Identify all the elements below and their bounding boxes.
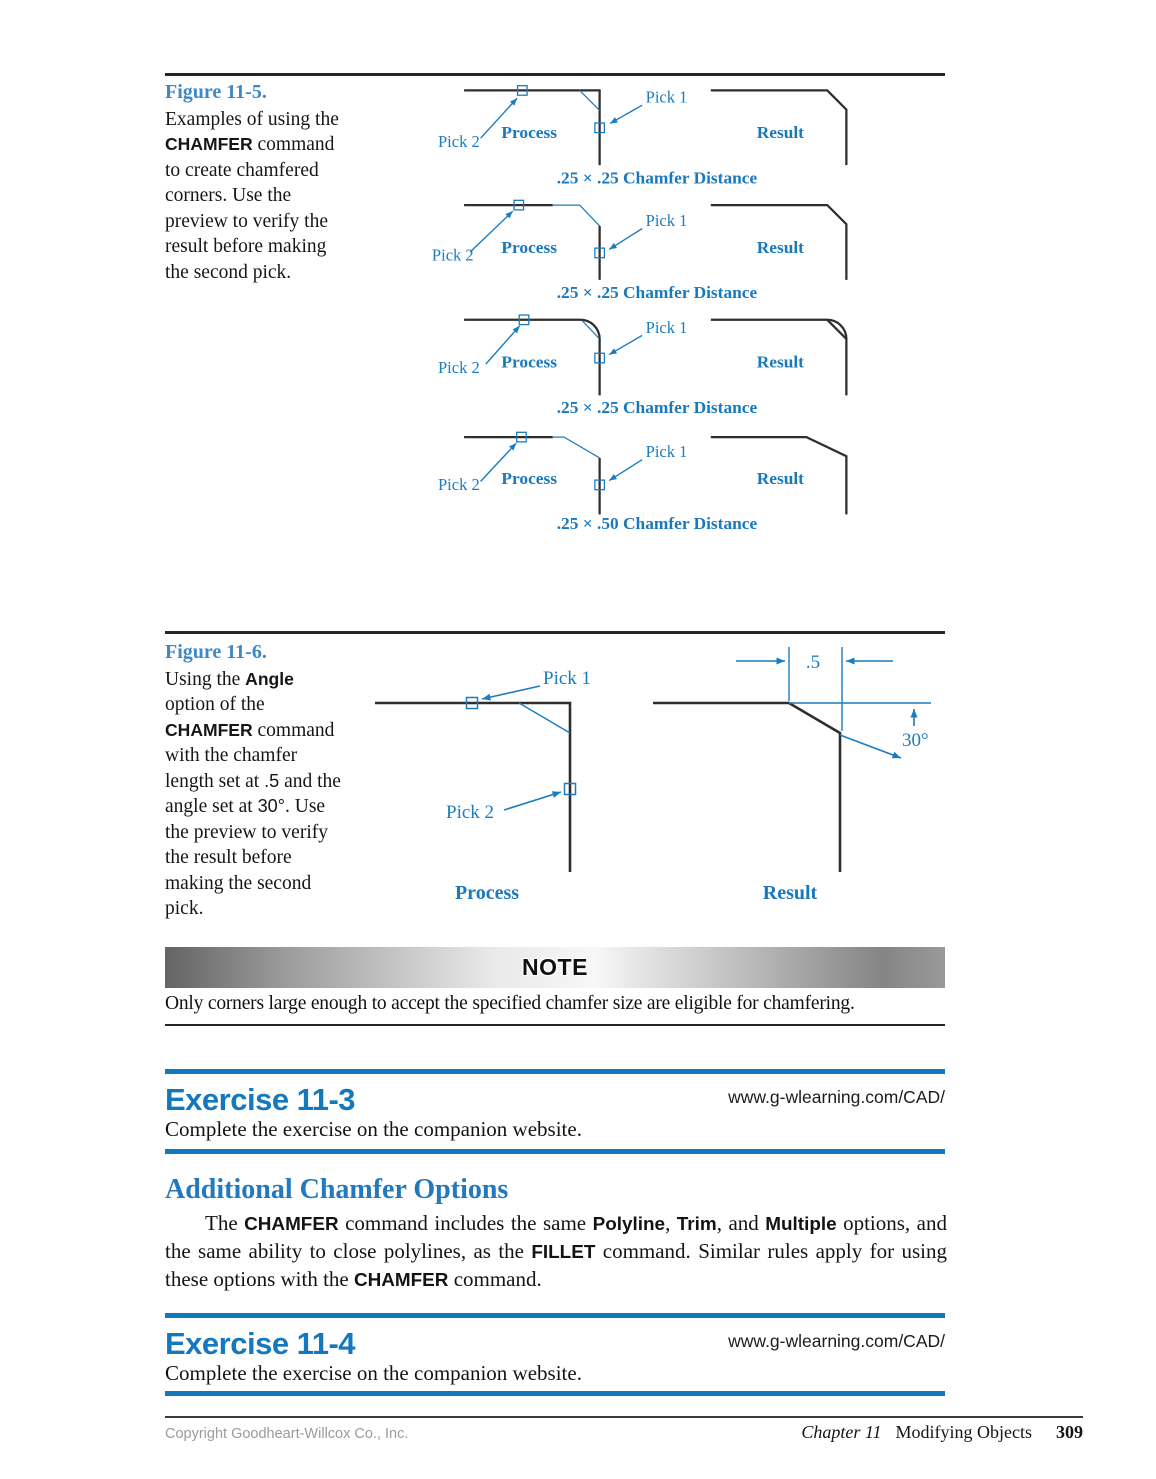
result-label: Result [756,123,804,143]
fig5-row3 [438,315,846,417]
exercise4-bottom-rule [165,1391,945,1396]
pick2-label: Pick 2 [446,802,495,823]
pick2-label: Pick 2 [438,131,480,151]
figure6-heading: Figure 11-6. [165,641,267,663]
chamfer-distance-label: .25 × .25 Chamfer Distance [556,283,758,303]
exercise3-body: Complete the exercise on the companion website. [165,1117,582,1141]
pick2-arrow [504,792,561,810]
figure5-caption [165,80,345,285]
result-label: Result [756,237,804,257]
result-label: Result [756,469,804,489]
figure6-top-rule [165,631,945,634]
exercise4-url: www.g-wlearning.com/CAD/ [728,1331,945,1351]
figure6-caption-text-4: and the angle set at [165,770,341,817]
exercise3-bottom-rule [165,1149,945,1154]
pick1-label: Pick 1 [645,210,688,230]
chamfer-distance-label: .25 × .50 Chamfer Distance [556,514,758,534]
figure6-caption-text-3: command with the chamfer length set at [165,719,335,792]
angle-leader-line [840,735,901,758]
pick2-label: Pick 2 [431,245,474,265]
figure6-caption-length-value: .5 [264,770,280,791]
para-trim: Trim [676,1214,717,1235]
figure6-diagram [370,640,960,910]
note-bar [165,947,945,988]
figure6-caption-chamfer: CHAMFER [165,719,253,740]
para-text: command. Similar rules apply for using these options with the [165,1239,947,1291]
process-label: Process [501,352,558,372]
exercise4-body: Complete the exercise on the companion website. [165,1361,582,1385]
angle-dimension-label: 30° [902,730,929,751]
section-paragraph [165,1210,947,1294]
figure5-diagram [380,80,960,610]
chamfer-preview-line [553,205,600,226]
para-text: options, and the same ability to close polylines, as the [165,1211,947,1263]
process-label: Process [501,123,558,143]
para-chamfer-1: CHAMFER [244,1214,339,1235]
process-label: Process [501,237,558,257]
exercise3-url: www.g-wlearning.com/CAD/ [728,1087,945,1107]
pick2-label: Pick 2 [438,357,480,377]
process-label: Process [454,882,520,904]
pick1-arrow [609,229,642,250]
pick1-arrow [610,105,642,123]
exercise3-title: Exercise 11-3 [165,1082,356,1117]
section-heading: Additional Chamfer Options [165,1174,509,1205]
process-corner-lines [375,703,570,872]
para-text: The [205,1211,245,1235]
footer-copyright: Copyright Goodheart-Willcox Co., Inc. [165,1426,409,1442]
figure5-caption-chamfer: CHAMFER [165,134,253,154]
chamfer-distance-label: .25 × .25 Chamfer Distance [556,397,758,417]
fig5-row1 [438,86,846,188]
exercise3-top-rule [165,1069,945,1074]
figure5-caption-text-1: Examples of using the [165,108,339,130]
pick1-label: Pick 1 [645,442,688,462]
figure5-top-rule [165,73,945,76]
chamfer-preview-line [553,437,600,458]
pick2-label: Pick 2 [438,475,480,495]
pick1-arrow [482,686,540,699]
note-body: Only corners large enough to accept the specified chamfer size are eligible for chamfering. [165,993,855,1014]
fig6-result [653,647,931,904]
fig5-row4 [438,432,846,533]
chamfer-preview-line [519,703,570,733]
result-label: Result [762,882,818,904]
process-label: Process [501,469,558,489]
note-bottom-rule [165,1024,945,1026]
para-multiple: Multiple [765,1214,837,1235]
footer-page-number: 309 [1056,1422,1083,1442]
figure6-caption-text-2: option of the [165,694,265,715]
figure6-caption-angle-option: Angle [245,668,294,689]
fig5-row2 [432,200,846,302]
figure6-caption-angle-value: 30° [257,796,286,816]
footer-rule [165,1416,1083,1418]
result-corner-lines [653,703,840,872]
footer-chapter-title: Modifying Objects [895,1422,1032,1442]
figure6-caption [165,640,345,922]
chamfer-distance-label: .25 × .25 Chamfer Distance [556,168,758,188]
para-polyline: Polyline [592,1214,666,1235]
footer-right [165,1422,1083,1443]
figure5-caption-text-2: command to create chamfered corners. Use the preview to verify the result before making the second pick. [165,134,335,283]
fig6-process [375,668,591,904]
pick1-arrow [609,460,642,481]
para-chamfer-2: CHAMFER [353,1270,449,1291]
chamfer-preview-line [580,90,600,110]
pick1-label: Pick 1 [543,668,592,689]
figure5-heading: Figure 11-5. [165,81,267,103]
footer-chapter: Chapter 11 [801,1422,882,1442]
pick1-label: Pick 1 [645,317,688,337]
para-text: command. [448,1267,542,1291]
para-text: command includes the same [338,1211,593,1235]
para-text: , [665,1211,677,1235]
pick1-label: Pick 1 [645,87,688,107]
result-label: Result [756,352,804,372]
exercise4-top-rule [165,1313,945,1318]
para-fillet: FILLET [531,1242,596,1263]
figure6-caption-text-5: . Use the preview to verify the result before making the second pick. [165,796,328,919]
para-text: , and [716,1211,766,1235]
note-title: NOTE [522,954,588,980]
figure6-caption-text-1: Using the [165,668,246,690]
exercise4-title: Exercise 11-4 [165,1326,356,1361]
pick1-arrow [609,335,642,354]
length-dimension-label: .5 [805,652,821,673]
